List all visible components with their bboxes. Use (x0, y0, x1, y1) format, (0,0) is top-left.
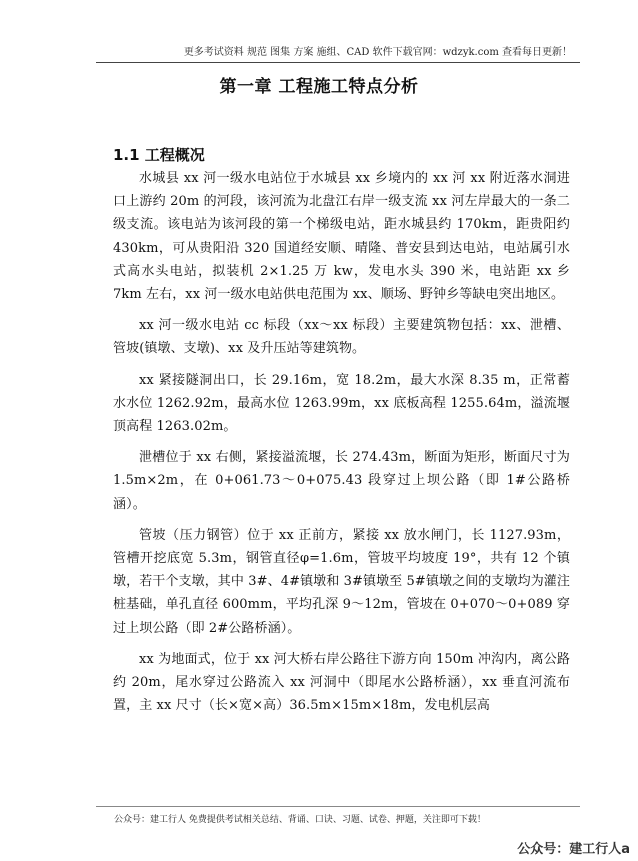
chapter-title: 第一章 工程施工特点分析 (219, 77, 419, 97)
header-rule (96, 62, 580, 63)
section-body (113, 167, 570, 725)
paragraph-powerhouse: xx 为地面式，位于 xx 河大桥右岸公路往下游方向 150m 冲沟内，离公路约 20m，尾水穿过公路流入 xx 河洞中（即尾水公路桥涵），xx 垂直河流布置，主 xx 尺寸（长×宽×高）36.5m×15m×18m，发电机层高 (113, 651, 570, 714)
watermark: 公众号：建工行人a (517, 842, 630, 857)
paragraph-overview: 水城县 xx 河一级水电站位于水城县 xx 乡境内的 xx 河 xx 附近落水洞进口上游约 20m 的河段，该河流为北盘江右岸一级支流 xx 河左岸最大的一条二级支流。该电站为该河段的第一个梯级电站，距水城县约 170km，距贵阳约 430km，可从贵阳沿 320 国道经安顺、晴隆、普安县到达电站，电站属引水式高水头电站，拟装机 2×1.25 万 kw，发电水头 390 米，电站距 xx 乡 7km 左右，xx 河一级水电站供电范围为 xx、顺场、野钟乡等缺电突出地区。 (113, 171, 570, 303)
paragraph-forebay: xx 紧接隧洞出口，长 29.16m，宽 18.2m，最大水深 8.35 m，正常蓄水水位 1262.92m，最高水位 1263.99m，xx 底板高程 1255.64m，溢流堰顶高程 1263.02m。 (113, 372, 570, 435)
paragraph-main-structures: xx 河一级水电站 cc 标段（xx～xx 标段）主要建筑物包括：xx、泄槽、管坡(镇墩、支墩)、xx 及升压站等建筑物。 (113, 318, 570, 357)
paragraph-penstock: 管坡（压力钢管）位于 xx 正前方，紧接 xx 放水闸门，长 1127.93m，管槽开挖底宽 5.3m，钢管直径φ=1.6m，管坡平均坡度 19°，共有 12 个镇墩，若干个支墩，其中 3#、4#镇墩和 3#镇墩至 5#镇墩之间的支墩均为灌注桩基础，单孔直径 600mm，平均孔深 9～12m，管坡在 0+070～0+089 穿过上坝公路（即 2#公路桥涵）。 (113, 527, 570, 636)
section-heading: 1.1 工程概况 (113, 146, 205, 164)
footer-note: 公众号：建工行人 免费提供考试相关总结、背诵、口诀、习题、试卷、押题，关注即可下载！ (114, 815, 486, 825)
footer-rule (96, 806, 580, 807)
header-note: 更多考试资料 规范 图集 方案 施组、CAD 软件下载官网：wdzyk.com 查看每日更新！ (183, 47, 572, 58)
paragraph-spillway: 泄槽位于 xx 右侧，紧接溢流堰，长 274.43m，断面为矩形，断面尺寸为 1.5m×2m，在 0+061.73～0+075.43 段穿过上坝公路（即 1#公路桥涵）。 (113, 450, 570, 512)
